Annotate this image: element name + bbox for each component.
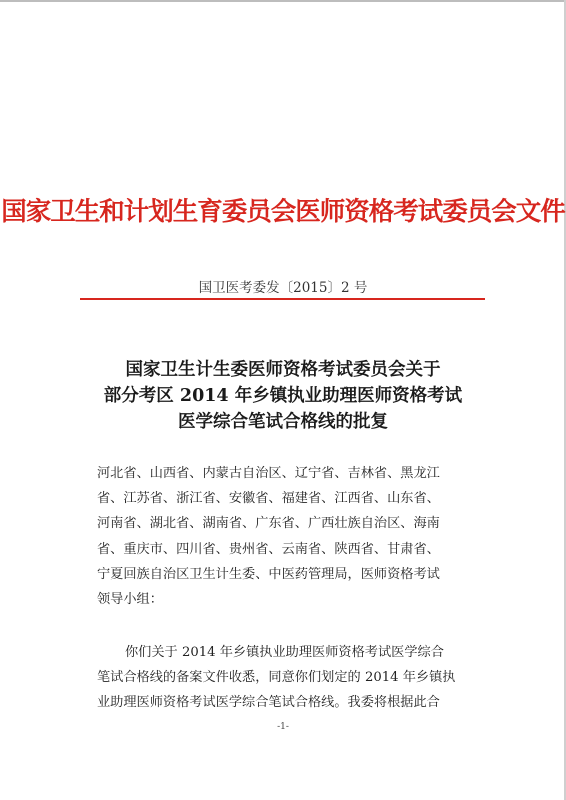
subject-line: 医学综合笔试合格线的批复 — [178, 412, 388, 432]
recipients-block — [97, 461, 497, 612]
body-line: 你们关于 2014 年乡镇执业助理医师资格考试医学综合 — [125, 645, 444, 660]
recipients-line: 河南省、湖北省、湖南省、广东省、广西壮族自治区、海南 — [97, 516, 440, 532]
header-red-divider — [80, 298, 485, 300]
recipients-line: 领导小组： — [97, 592, 163, 608]
document-header-title: 国家卫生和计划生育委员会医师资格考试委员会文件 — [1, 197, 565, 227]
recipients-line: 省、江苏省、浙江省、安徽省、福建省、江西省、山东省、 — [97, 491, 440, 507]
recipients-line: 河北省、山西省、内蒙古自治区、辽宁省、吉林省、黑龙江 — [97, 466, 440, 481]
page-number: -1- — [277, 722, 289, 732]
page-top-border — [0, 0, 566, 2]
document-subject — [0, 357, 566, 435]
body-line: 笔试合格线的备案文件收悉，同意你们划定的 2014 年乡镇执 — [97, 670, 456, 686]
subject-line: 部分考区 2014 年乡镇执业助理医师资格考试 — [103, 386, 463, 406]
recipients-line: 省、重庆市、四川省、贵州省、云南省、陕西省、甘肃省、 — [97, 541, 440, 557]
body-line: 业助理医师资格考试医学综合笔试合格线。我委将根据此合 — [97, 695, 440, 711]
document-number: 国卫医考委发〔2015〕2 号 — [198, 280, 368, 296]
recipients-line: 宁夏回族自治区卫生计生委、中医药管理局，医师资格考试 — [97, 566, 440, 582]
body-paragraph — [97, 640, 497, 716]
subject-line: 国家卫生计生委医师资格考试委员会关于 — [125, 360, 441, 380]
